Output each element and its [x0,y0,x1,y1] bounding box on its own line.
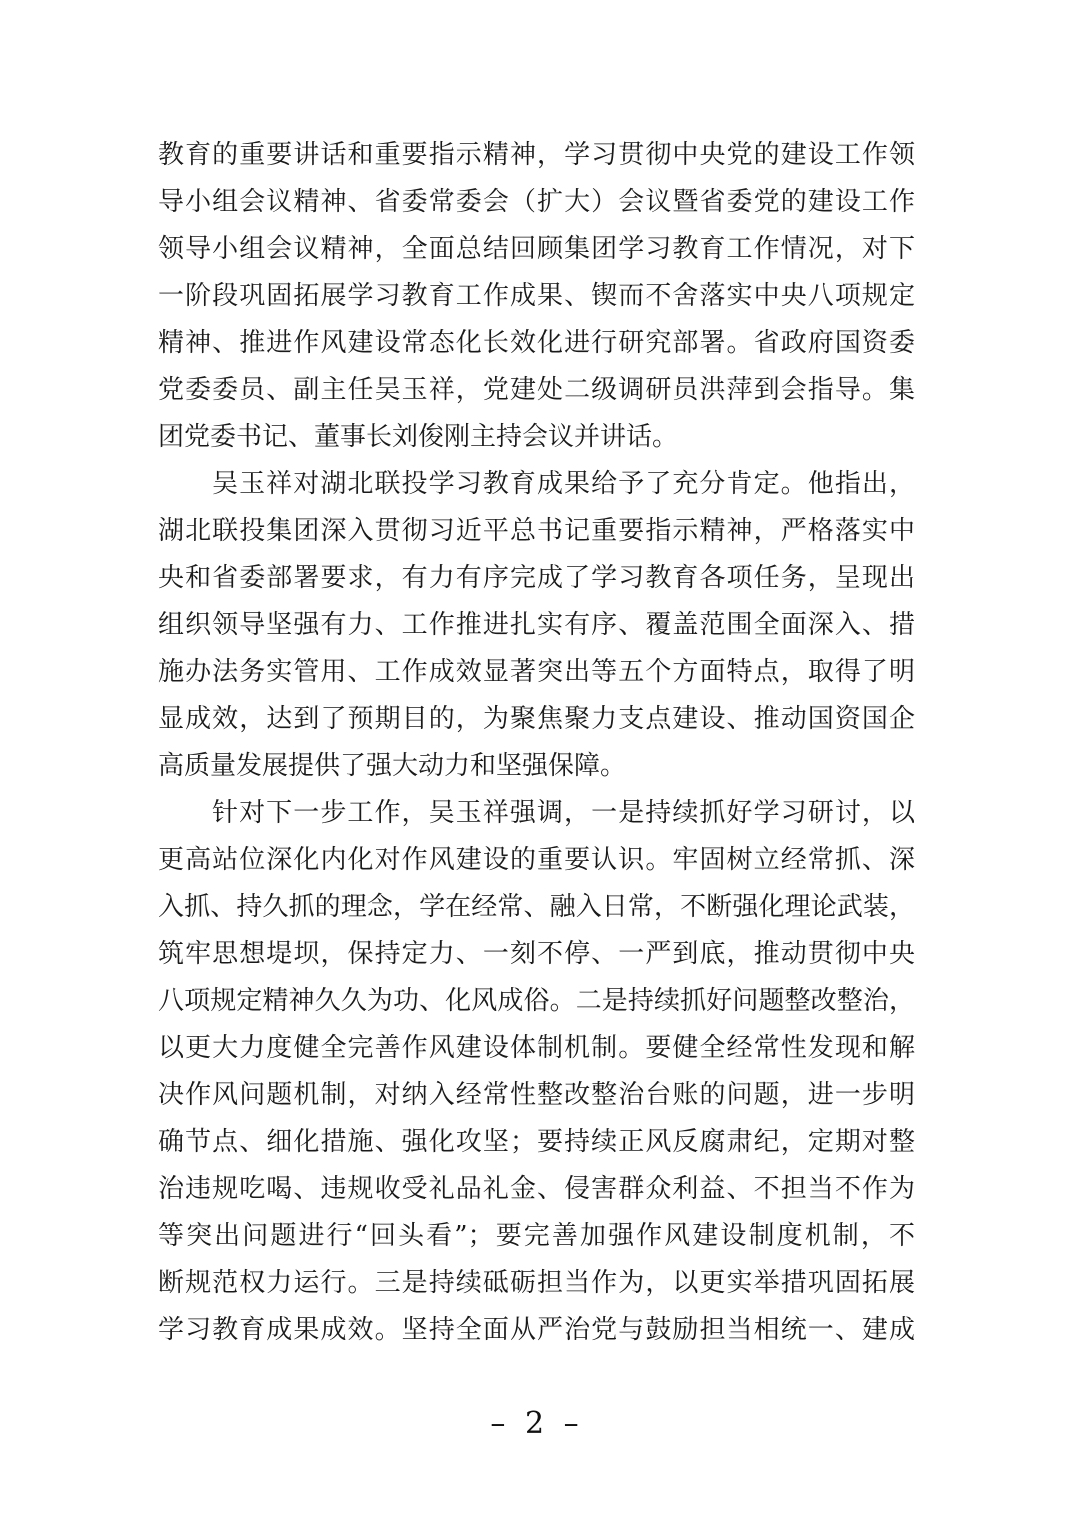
body-line: 更高站位深化内化对作风建设的重要认识。牢固树立经常抓、深 [158,845,915,875]
body-line: 高质量发展提供了强大动力和坚强保障。 [158,751,627,781]
body-line: 八项规定精神久久为功、化风成俗。二是持续抓好问题整改整治， [158,986,915,1016]
body-line: 教育的重要讲话和重要指示精神，学习贯彻中央党的建设工作领 [158,140,915,170]
body-line: 入抓、持久抓的理念，学在经常、融入日常，不断强化理论武装， [158,892,915,922]
body-line: 确节点、细化措施、强化攻坚；要持续正风反腐肃纪，定期对整 [158,1127,915,1157]
body-line: 一阶段巩固拓展学习教育工作成果、锲而不舍落实中央八项规定 [158,281,915,311]
body-line: 精神、推进作风建设常态化长效化进行研究部署。省政府国资委 [158,328,915,358]
body-line: 团党委书记、董事长刘俊刚主持会议并讲话。 [158,422,679,452]
body-line: 筑牢思想堤坝，保持定力、一刻不停、一严到底，推动贯彻中央 [158,939,915,969]
body-line: 显成效，达到了预期目的，为聚焦聚力支点建设、推动国资国企 [158,704,915,734]
paragraph-1 [158,132,915,461]
paragraph-3 [158,790,915,1354]
document-body [158,132,915,1354]
body-line: 以更大力度健全完善作风建设体制机制。要健全经常性发现和解 [158,1033,915,1063]
paragraph-2 [158,461,915,790]
body-line: 导小组会议精神、省委常委会（扩大）会议暨省委党的建设工作 [158,187,915,217]
body-line: 组织领导坚强有力、工作推进扎实有序、覆盖范围全面深入、措 [158,610,915,640]
body-line: 学习教育成果成效。坚持全面从严治党与鼓励担当相统一、建成 [158,1315,915,1345]
page-number: – 2 – [490,1406,584,1441]
body-line: 湖北联投集团深入贯彻习近平总书记重要指示精神，严格落实中 [158,516,915,546]
body-line: 断规范权力运行。三是持续砥砺担当作为，以更实举措巩固拓展 [158,1268,915,1298]
page-footer [0,1406,1074,1441]
body-line: 央和省委部署要求，有力有序完成了学习教育各项任务，呈现出 [158,563,915,593]
body-line: 等突出问题进行“回头看”；要完善加强作风建设制度机制，不 [158,1221,915,1251]
body-line: 吴玉祥对湖北联投学习教育成果给予了充分肯定。他指出， [212,469,915,499]
body-line: 党委委员、副主任吴玉祥，党建处二级调研员洪萍到会指导。集 [158,375,915,405]
body-line: 领导小组会议精神，全面总结回顾集团学习教育工作情况，对下 [158,234,915,264]
body-line: 施办法务实管用、工作成效显著突出等五个方面特点，取得了明 [158,657,915,687]
body-line: 治违规吃喝、违规收受礼品礼金、侵害群众利益、不担当不作为 [158,1174,915,1204]
body-line: 针对下一步工作，吴玉祥强调，一是持续抓好学习研讨，以 [212,798,915,828]
body-line: 决作风问题机制，对纳入经常性整改整治台账的问题，进一步明 [158,1080,915,1110]
